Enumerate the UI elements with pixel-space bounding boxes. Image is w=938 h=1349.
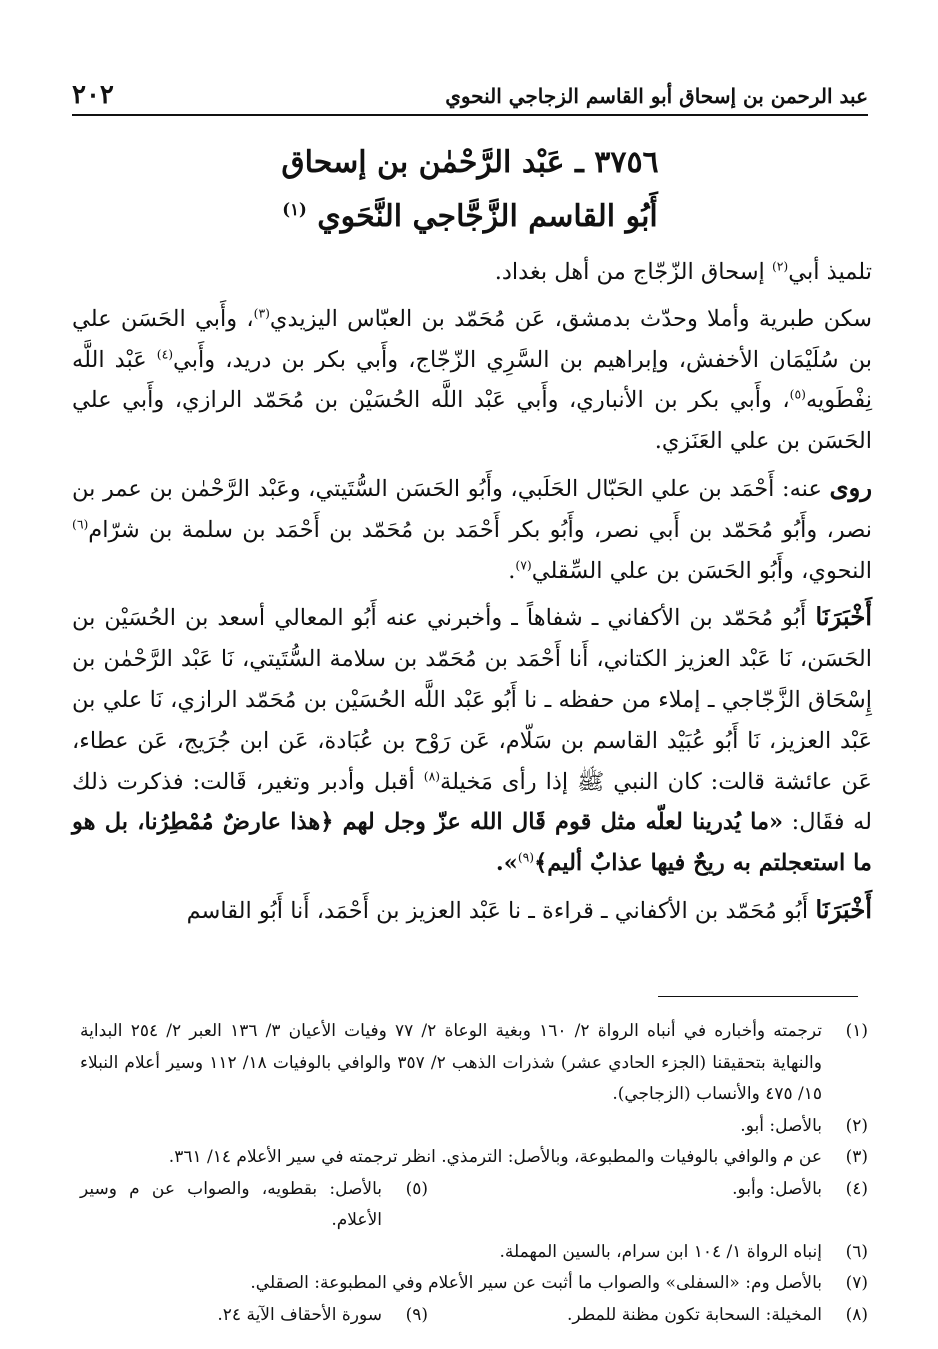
footnote-ref-9: (٩) xyxy=(517,850,535,865)
footnote-1 xyxy=(80,1016,868,1111)
entry-title-name: أَبُو القاسم الزَّجَّاجي النَّحَوي xyxy=(317,199,658,234)
footnote-4 xyxy=(448,1174,868,1206)
footnote-ref-5: (٥) xyxy=(789,387,806,402)
text-run: سكن طبرية وأملا وحدّث بدمشق، عَن مُحَمّد بن العبّاس اليزيدي xyxy=(269,305,872,332)
footnote-ref-1: (١) xyxy=(282,200,307,219)
lead-word: أَخْبَرَنَا xyxy=(815,602,872,632)
text-run: . xyxy=(508,557,516,584)
text-run: أَبُو مُحَمّد بن الأكفاني ـ قراءة ـ نا عَبْد العزيز بن أَحْمَد، أَنا أَبُو القاسم xyxy=(186,897,816,924)
text-run: أقبل وأدبر وتغير، قَالت: فذكرت ذلك له فقَال: xyxy=(72,768,872,836)
text-run: ». xyxy=(495,850,518,877)
footnote-text: إنباه الرواة ١/ ١٠٤ ابن سرام، بالسين المهملة. xyxy=(499,1241,822,1262)
footnote-ref-6: (٦) xyxy=(72,517,89,532)
footnote-row-4-5 xyxy=(80,1174,868,1237)
footnote-text: بالأصل: وأبو. xyxy=(732,1178,822,1199)
footnote-5 xyxy=(80,1174,428,1237)
footnote-ref-4: (٤) xyxy=(156,347,174,362)
footnote-number: (٥) xyxy=(405,1178,428,1199)
footnote-text: ترجمته وأخباره في أنباه الرواة ٢/ ١٦٠ وبغية الوعاة ٢/ ٧٧ وفيات الأعيان ٣/ ١٣٦ العبر ٢/ ٢٥٤ البداية والنهاية بتحقيقنا (الجزء الحادي عشر) شذرات الذهب ٢/ ٣٥٧ والوافي بالوفيات ١٨/ ١١٢ وسير أعلام النبلاء ١٥/ ٤٧٥ والأنساب (الزجاجي). xyxy=(80,1021,822,1104)
footnote-ref-2: (٢) xyxy=(771,259,789,274)
page-header xyxy=(72,74,868,116)
footnote-9 xyxy=(217,1300,428,1332)
text-run: عنه: أَحْمَد بن علي الحَبّال الحَلَبي، وأَبُو الحَسَن السُّتَيتي، وعَبْد الرَّحْمٰن بن عمر بن نصر، وأَبُو مُحَمّد بن أَبي نصر، وأَبُو بكر أَحْمَد بن مُحَمّد بن أَحْمَد بن سلمة بن شرّام xyxy=(72,475,872,543)
text-run: عَبْد اللَّه نِفْطَويه xyxy=(72,346,872,414)
paragraph-1 xyxy=(72,252,872,293)
paragraph-3 xyxy=(72,468,872,591)
footnote-ref-8: (٨) xyxy=(423,769,441,784)
footnote-row-8-9 xyxy=(80,1300,868,1332)
paragraph-2 xyxy=(72,299,872,462)
footnote-number: (٤) xyxy=(845,1178,868,1199)
footnote-ref-3: (٣) xyxy=(253,306,270,321)
text-run: تلميذ أبي xyxy=(788,259,872,285)
footnote-number: (٩) xyxy=(405,1304,428,1325)
running-title: عبد الرحمن بن إسحاق أبو القاسم الزجاجي النحوي xyxy=(445,84,868,108)
footnote-8 xyxy=(448,1300,868,1332)
footnotes xyxy=(80,1016,868,1331)
footnote-number: (٨) xyxy=(845,1304,868,1325)
paragraph-4 xyxy=(72,597,872,884)
footnote-number: (٢) xyxy=(845,1115,868,1136)
footnote-6 xyxy=(80,1237,868,1269)
text-run: ، وأَبي الحَسَن علي بن سُلَيْمَان الأخفش، وإبراهيم بن السَّرِي الزّجّاج، وأَبي بكر بن دريد، وأَبي xyxy=(72,305,872,373)
entry-title-line1: ٣٧٥٦ ـ عَبْد الرَّحْمٰن بن إسحاق xyxy=(281,145,659,180)
text-run: إسحاق الزّجّاج من أهل بغداد. xyxy=(494,259,772,285)
footnote-text: بالأصل وم: «السفلى» والصواب ما أثبت عن سير الأعلام وفي المطبوعة: الصقلي. xyxy=(250,1273,822,1293)
footnote-text: سورة الأحقاف الآية ٢٤. xyxy=(217,1304,382,1325)
page-number: ٢٠٢ xyxy=(72,80,114,110)
footnote-text: المخيلة: السحابة تكون مظنة للمطر. xyxy=(566,1304,822,1325)
footnote-number: (٦) xyxy=(845,1241,868,1262)
footnote-text: عن م والوافي بالوفيات والمطبوعة، وبالأصل: الترمذي. انظر ترجمته في سير الأعلام ١٤/ ٣٦١. xyxy=(168,1147,822,1167)
footnote-3 xyxy=(80,1142,868,1174)
text-run: النحوي، وأَبُو الحَسَن بن علي السِّقلي xyxy=(531,557,872,584)
footnote-2 xyxy=(80,1111,868,1143)
footnote-number: (٣) xyxy=(845,1147,868,1167)
footnote-text: بالأصل: بقطويه، والصواب عن م وسير الأعلام. xyxy=(80,1178,382,1230)
text-run: ، وأَبي بكر بن الأنباري، وأَبي عَبْد اللَّه الحُسَيْن بن مُحَمّد الرازي، وأَبي علي الحَسَن بن علي العَنَزي. xyxy=(72,387,872,455)
main-text xyxy=(72,252,872,938)
entry-title xyxy=(72,136,868,244)
hadith-quote: «ما يُدرينا لعلّه مثل قوم قَال الله عزّ وجل لهم ﴿هذا عارضٌ مُمْطِرُنا، بل هو ما استعجلتم به ريحٌ فيها عذابٌ أليم﴾ xyxy=(72,809,872,877)
footnote-ref-7: (٧) xyxy=(515,558,532,573)
lead-word: روى xyxy=(829,472,872,502)
footnote-number: (٧) xyxy=(845,1273,868,1293)
footnote-7 xyxy=(80,1268,868,1300)
footnote-number: (١) xyxy=(845,1021,868,1041)
footnote-separator xyxy=(658,996,858,997)
entry-title-line2 xyxy=(72,190,868,244)
paragraph-5 xyxy=(72,890,872,932)
lead-word: أَخْبَرَنَا xyxy=(815,894,872,924)
text-run: أَبُو مُحَمّد بن الأكفاني ـ شفاهاً ـ وأخبرني عنه أَبُو المعالي أسعد بن الحُسَيْن بن الحَسَن، نَا عَبْد العزيز الكتاني، أَنا أَحْمَد بن مُحَمّد بن سلامة السُّتَيتي، نَا عَبْد الرَّحْمٰن بن إِسْحَاق الزَّجّاجي ـ إملاء من حفظه ـ نا أَبُو عَبْد اللَّه الحُسَيْن بن مُحَمّد الرازي، نَا علي بن عَبْد العزيز، نَا أَبُو عُبَيْد القاسم بن سَلّام، عَن رَوْح بن عُبَادة، عَن ابن جُرَيج، عَن عطاء، عَن عائشة قالت: كان النبي ﷺ إذا رأى مَخيلة xyxy=(72,605,872,795)
footnote-text: بالأصل: أبو. xyxy=(740,1115,822,1136)
